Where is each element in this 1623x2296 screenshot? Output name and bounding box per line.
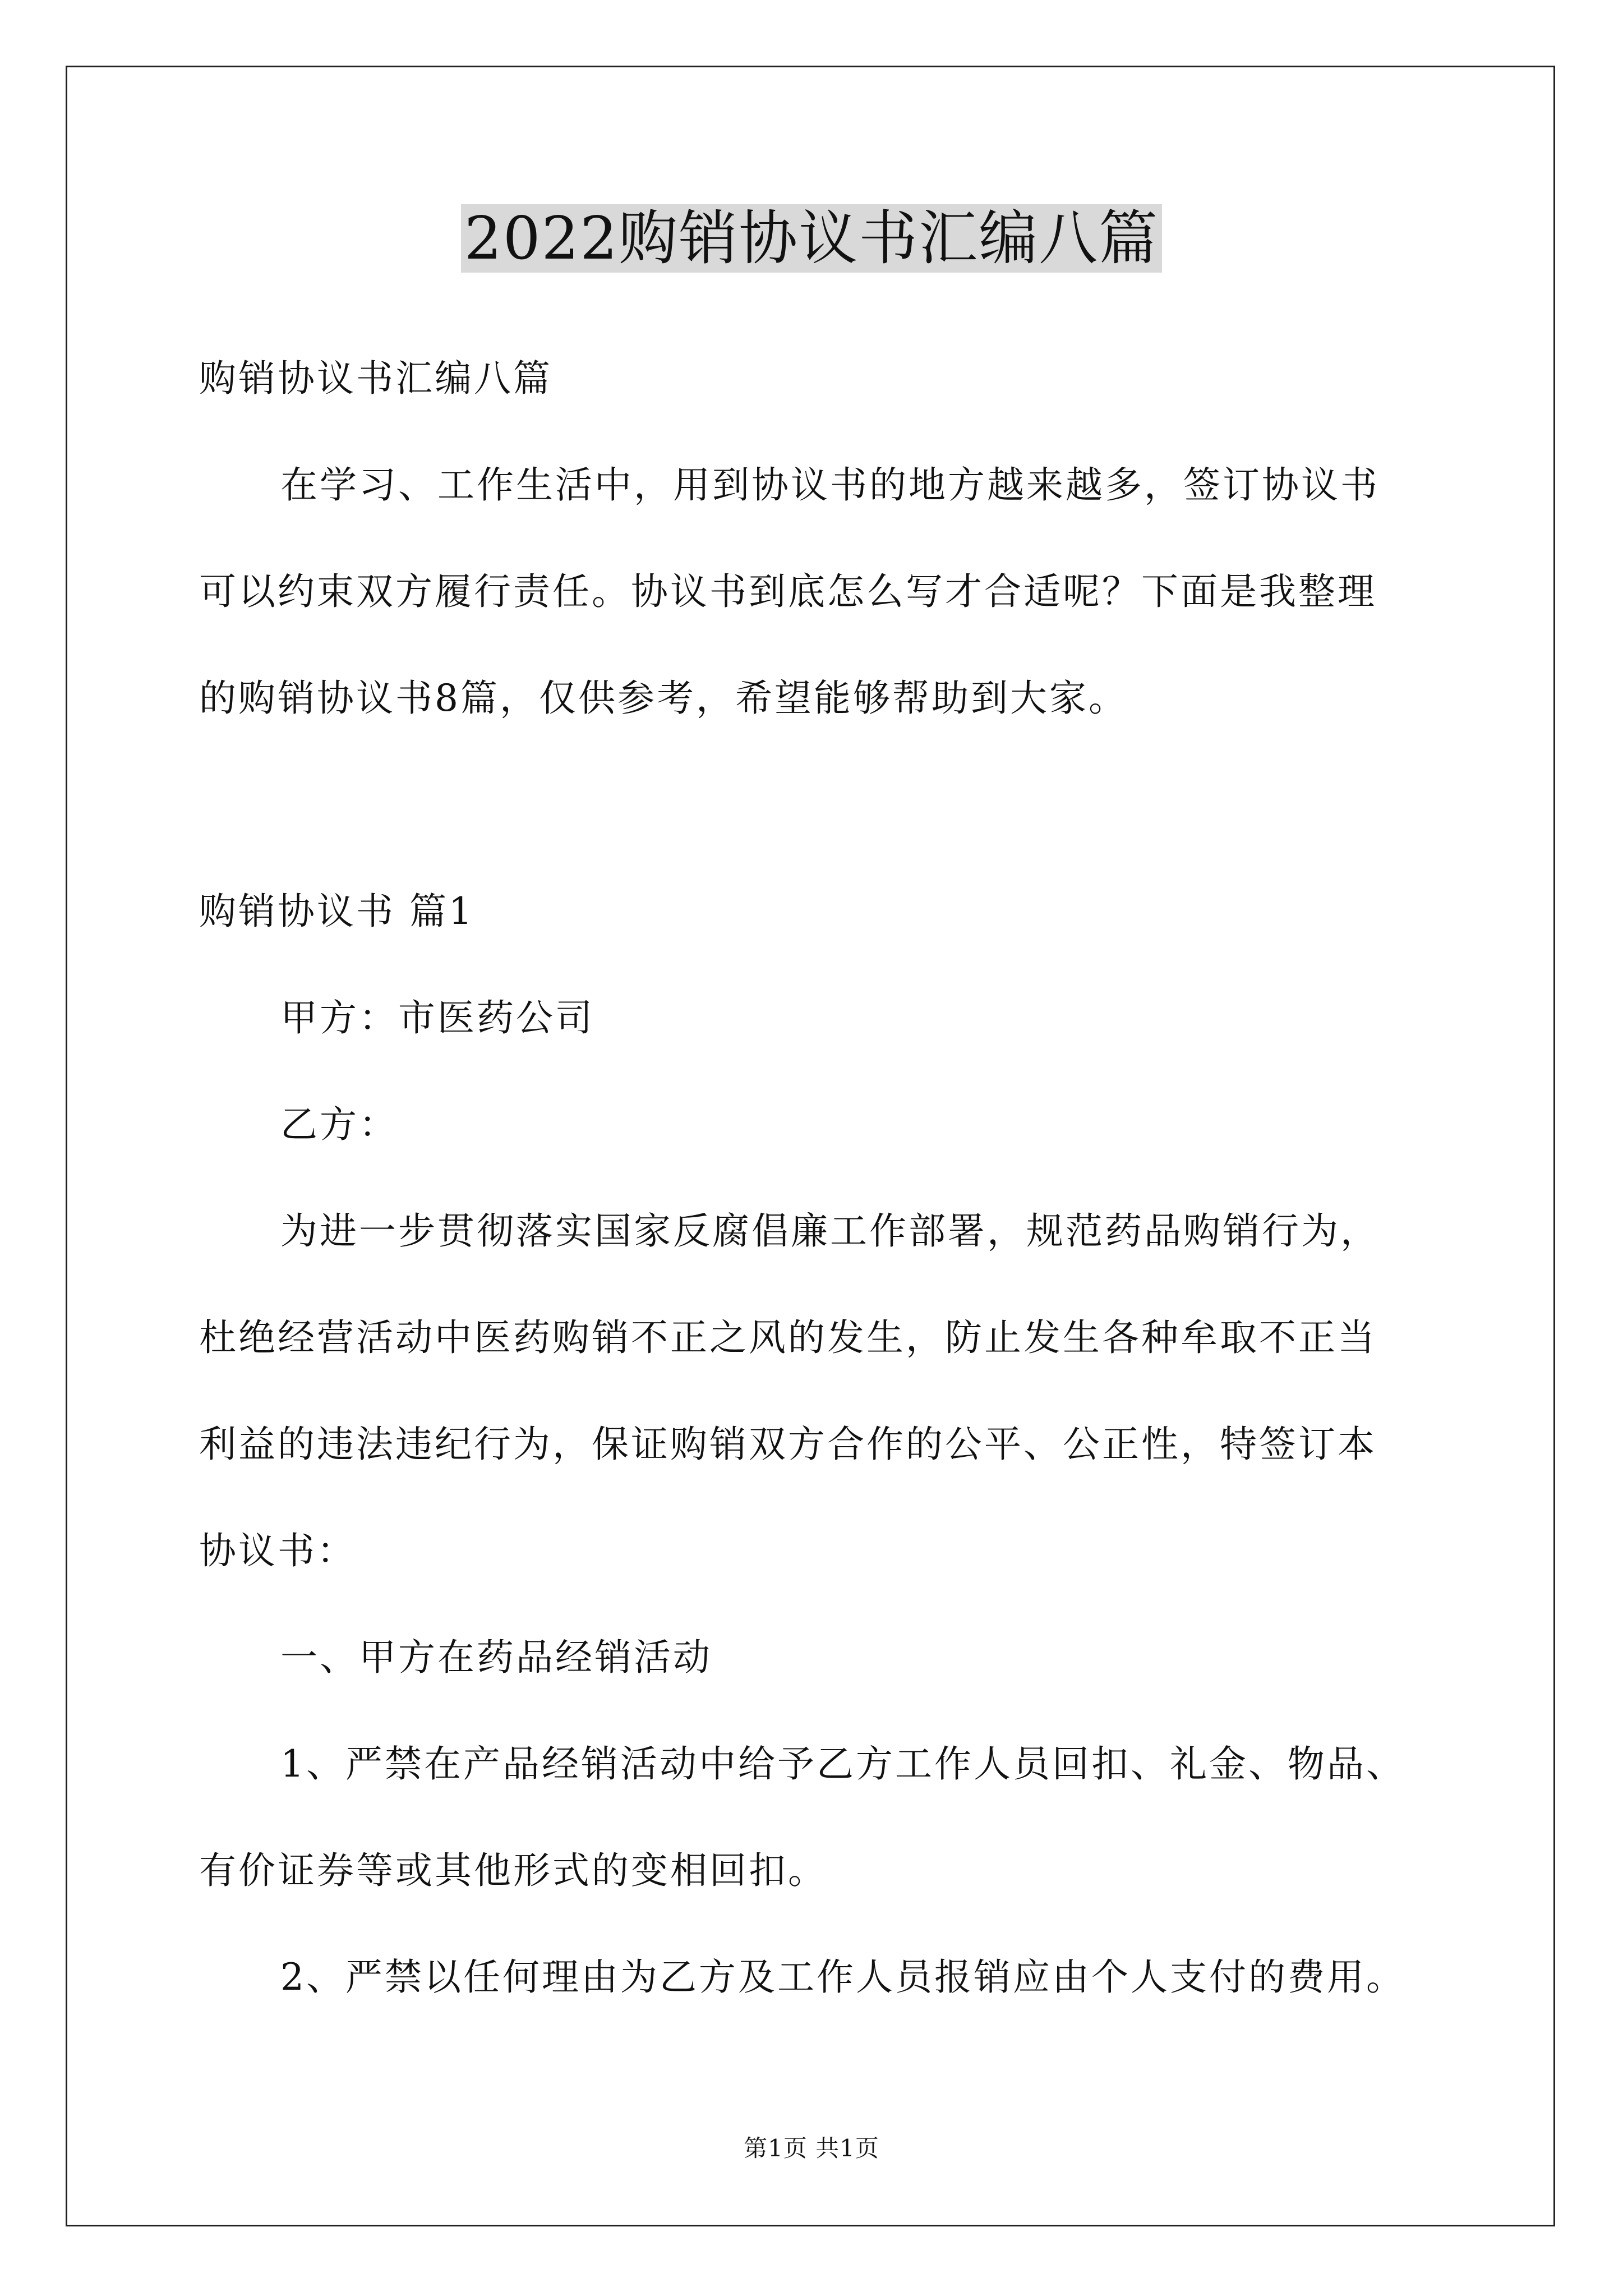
purpose-line-3: 利益的违法违纪行为，保证购销双方合作的公平、公正性，特签订本 <box>199 1423 1377 1466</box>
intro-line-1: 在学习、工作生活中，用到协议书的地方越来越多，签订协议书 <box>280 463 1380 507</box>
intro-line-3: 的购销协议书8篇，仅供参考，希望能够帮助到大家。 <box>199 677 1128 720</box>
clause-1-line-1: 1、严禁在产品经销活动中给予乙方工作人员回扣、礼金、物品、 <box>280 1742 1405 1786</box>
document-title-text: 2022购销协议书汇编八篇 <box>461 204 1162 273</box>
purpose-line-2: 杜绝经营活动中医药购销不正之风的发生，防止发生各种牟取不正当 <box>199 1316 1377 1359</box>
purpose-line-1: 为进一步贯彻落实国家反腐倡廉工作部署，规范药品购销行为， <box>280 1209 1380 1253</box>
clause-1-line-2: 有价证券等或其他形式的变相回扣。 <box>199 1849 827 1892</box>
party-a-line: 甲方：市医药公司 <box>280 996 594 1039</box>
party-b-line: 乙方： <box>280 1103 398 1146</box>
purpose-line-4: 协议书： <box>199 1529 356 1572</box>
document-subtitle: 购销协议书汇编八篇 <box>199 357 552 400</box>
clause-heading: 一、甲方在药品经销活动 <box>280 1636 712 1679</box>
intro-line-2: 可以约束双方履行责任。协议书到底怎么写才合适呢？下面是我整理 <box>199 570 1377 613</box>
document-title <box>0 196 1623 280</box>
section-heading: 购销协议书 篇1 <box>199 890 474 933</box>
page-footer: 第1页 共1页 <box>744 2134 879 2162</box>
clause-2-line: 2、严禁以任何理由为乙方及工作人员报销应由个人支付的费用。 <box>280 1955 1405 1999</box>
